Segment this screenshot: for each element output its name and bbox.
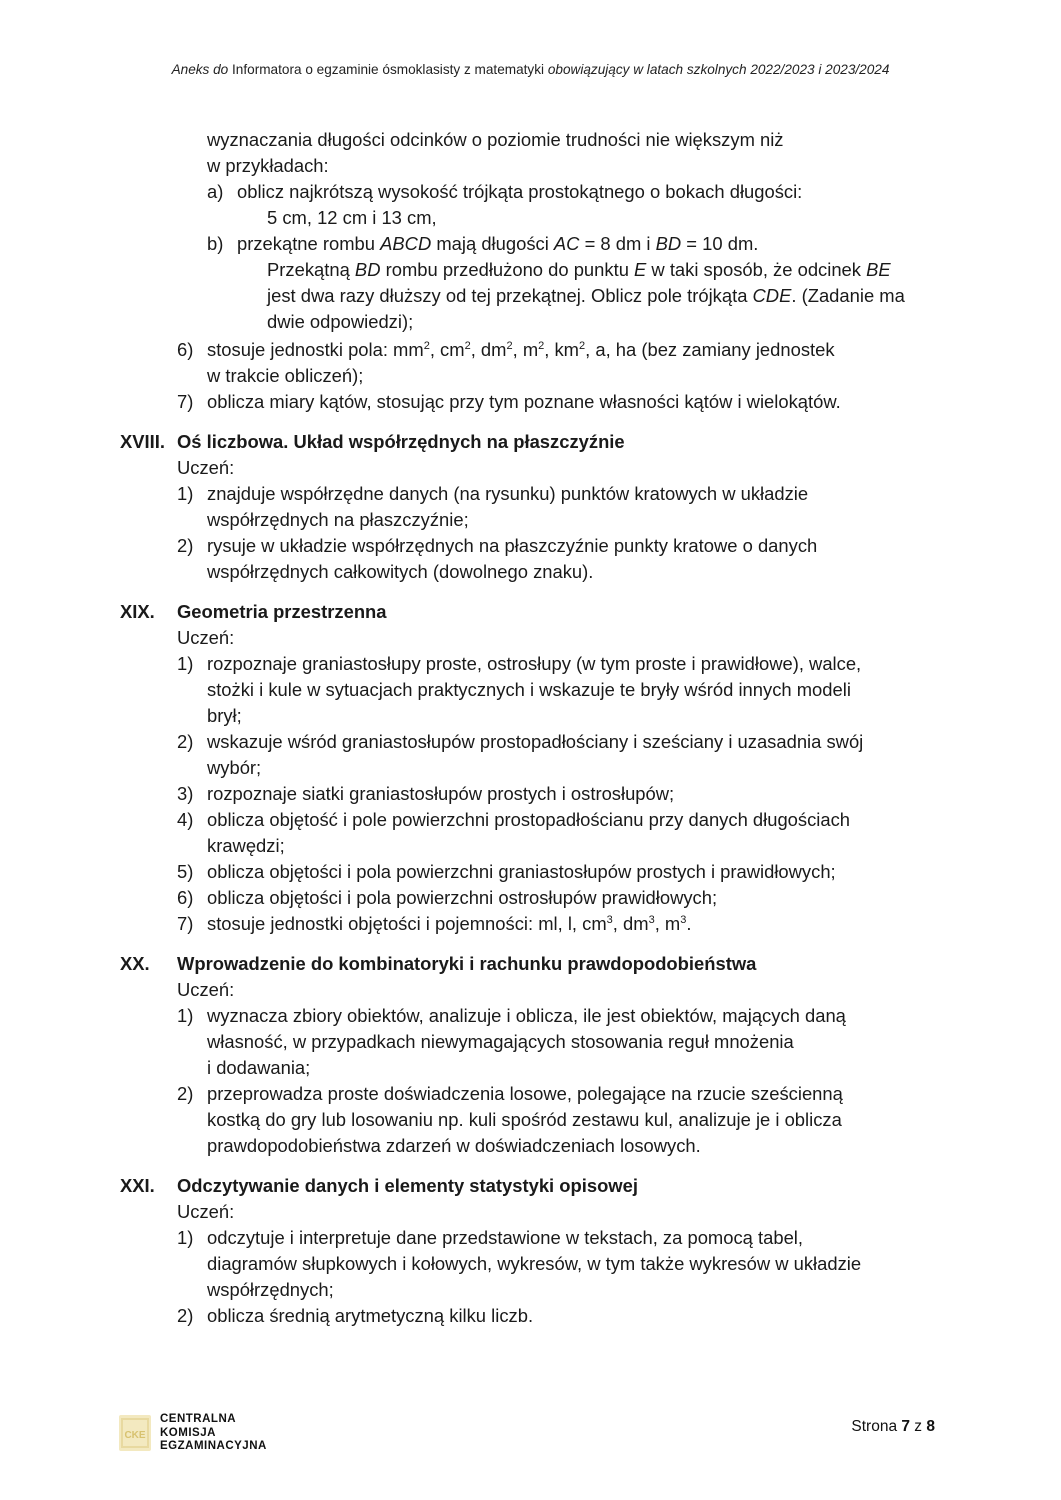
item-line1: rozpoznaje siatki graniastosłupów prostych i ostrosłupów; xyxy=(207,783,675,804)
section-title: Odczytywanie danych i elementy statystyki opisowej xyxy=(177,1175,638,1196)
item-line2: własność, w przypadkach niewymagających stosowania reguł mnożenia xyxy=(207,1031,794,1052)
item-line1: odczytuje i interpretuje dane przedstawione w tekstach, za pomocą tabel, xyxy=(207,1227,803,1248)
item-number: 1) xyxy=(177,483,194,504)
list-item xyxy=(120,651,950,729)
logo-line-1: CENTRALNA xyxy=(160,1413,237,1425)
text-run: w taki sposób, że odcinek xyxy=(646,259,867,280)
text-run: , dm xyxy=(612,913,649,934)
superscript: 3 xyxy=(680,914,687,926)
item-number: 7) xyxy=(177,913,194,934)
list-item xyxy=(120,911,950,937)
cke-logo xyxy=(118,1413,267,1454)
text-run: stosuje jednostki objętości i pojemności: ml, l, cm xyxy=(207,913,607,934)
section-xix xyxy=(120,599,950,937)
item-line1: wyznacza zbiory obiektów, analizuje i oblicza, ile jest obiektów, mających daną xyxy=(207,1005,846,1026)
item-number: 4) xyxy=(177,809,194,830)
math-var: ABCD xyxy=(380,233,432,254)
section-intro: Uczeń: xyxy=(177,1201,235,1222)
item-line1: znajduje współrzędne danych (na rysunku) punktów kratowych w układzie xyxy=(207,483,809,504)
text-run: , km xyxy=(544,339,579,360)
superscript: 2 xyxy=(506,340,513,352)
list-item xyxy=(120,729,950,781)
example-a-line2: 5 cm, 12 cm i 13 cm, xyxy=(267,207,437,228)
item-number: 5) xyxy=(177,861,194,882)
text-run: jest dwa razy dłuższy od tej przekątnej. Oblicz pole trójkąta xyxy=(267,285,753,306)
item-number: 1) xyxy=(177,653,194,674)
example-b-line4: dwie odpowiedzi); xyxy=(267,311,414,332)
list-item xyxy=(120,781,950,807)
list-item xyxy=(120,807,950,859)
math-var: BE xyxy=(866,259,891,280)
header-part3: obowiązujący w latach szkolnych 2022/2023 i 2023/2024 xyxy=(544,62,890,77)
text-run: mają długości xyxy=(431,233,554,254)
logo-line-3: EGZAMINACYJNA xyxy=(160,1440,267,1452)
page-total: 8 xyxy=(926,1418,935,1435)
item-number: 1) xyxy=(177,1005,194,1026)
item-line3: i dodawania; xyxy=(207,1057,311,1078)
logo-mark-letters: CKE xyxy=(124,1430,146,1442)
math-var: BD xyxy=(655,233,682,254)
section-intro: Uczeń: xyxy=(177,457,235,478)
item-line2: diagramów słupkowych i kołowych, wykresów, w tym także wykresów w układzie xyxy=(207,1253,862,1274)
example-a-label: a) xyxy=(207,181,224,202)
item-line2: stożki i kule w sytuacjach praktycznych i wskazuje te bryły wśród innych modeli xyxy=(207,679,851,700)
example-a-line1: oblicz najkrótszą wysokość trójkąta prostokątnego o bokach długości: xyxy=(237,181,803,202)
text-run: stosuje jednostki pola: mm xyxy=(207,339,424,360)
page-number xyxy=(851,1418,935,1436)
item-line3: brył; xyxy=(207,705,242,726)
page-prefix: Strona xyxy=(851,1418,902,1435)
superscript: 2 xyxy=(579,340,586,352)
text-run: , m xyxy=(512,339,539,360)
item-line1: oblicza objętości i pola powierzchni ostrosłupów prawidłowych; xyxy=(207,887,718,908)
item-line1: rysuje w układzie współrzędnych na płaszczyźnie punkty kratowe o danych xyxy=(207,535,818,556)
text-run: . (Zadanie ma xyxy=(791,285,905,306)
item-line1: oblicza średnią arytmetyczną kilku liczb. xyxy=(207,1305,534,1326)
item-line3: prawdopodobieństwa zdarzeń w doświadczeniach losowych. xyxy=(207,1135,701,1156)
list-item xyxy=(120,1303,950,1329)
superscript: 2 xyxy=(423,340,430,352)
cke-logo-icon xyxy=(118,1414,152,1452)
item-number: 2) xyxy=(177,535,194,556)
list-item xyxy=(120,533,950,585)
item-line1: oblicza miary kątów, stosując przy tym poznane własności kątów i wielokątów. xyxy=(207,391,841,412)
page-sep: z xyxy=(910,1418,927,1435)
section-title: Geometria przestrzenna xyxy=(177,601,387,622)
example-b-line1 xyxy=(237,231,950,257)
page-current: 7 xyxy=(901,1418,910,1435)
section-intro: Uczeń: xyxy=(177,979,235,1000)
math-var: CDE xyxy=(752,285,792,306)
item-line3: współrzędnych; xyxy=(207,1279,334,1300)
list-item-7 xyxy=(120,389,950,415)
section-number: XVIII. xyxy=(120,431,165,452)
item-number: 3) xyxy=(177,783,194,804)
list-item xyxy=(120,481,950,533)
logo-wordmark xyxy=(160,1413,267,1454)
list-item xyxy=(120,1003,950,1081)
intro-line-2: w przykładach: xyxy=(207,155,329,176)
superscript: 2 xyxy=(538,340,545,352)
text-run: . xyxy=(686,913,692,934)
item-number: 2) xyxy=(177,1083,194,1104)
text-run: , a, ha (bez zamiany jednostek xyxy=(585,339,835,360)
item-line1: oblicza objętości i pola powierzchni graniastosłupów prostych i prawidłowych; xyxy=(207,861,836,882)
list-item xyxy=(120,859,950,885)
text-run: przekątne rombu xyxy=(237,233,381,254)
item-number: 1) xyxy=(177,1227,194,1248)
text-run: , cm xyxy=(429,339,465,360)
document-body xyxy=(120,127,950,1329)
list-item xyxy=(120,1225,950,1303)
intro-line-1: wyznaczania długości odcinków o poziomie trudności nie większym niż xyxy=(207,129,784,150)
example-a xyxy=(120,179,950,231)
item-line1: przeprowadza proste doświadczenia losowe, polegające na rzucie sześcienną xyxy=(207,1083,843,1104)
example-b-line2 xyxy=(237,257,950,283)
list-item-6 xyxy=(120,337,950,389)
item-line2: współrzędnych całkowitych (dowolnego znaku). xyxy=(207,561,594,582)
item-line2: kostką do gry lub losowaniu np. kuli spośród zestawu kul, analizuje je i oblicza xyxy=(207,1109,842,1130)
section-number: XX. xyxy=(120,953,150,974)
text-run: , dm xyxy=(470,339,507,360)
list-item xyxy=(120,1081,950,1159)
item-line1: rozpoznaje graniastosłupy proste, ostrosłupy (w tym proste i prawidłowe), walce, xyxy=(207,653,862,674)
section-number: XXI. xyxy=(120,1175,155,1196)
list-item xyxy=(120,885,950,911)
section-xxi xyxy=(120,1173,950,1329)
item-line1 xyxy=(207,337,950,363)
header-part1: Aneks do xyxy=(171,62,233,77)
item-line2: krawędzi; xyxy=(207,835,285,856)
item-number: 6) xyxy=(177,339,194,360)
superscript: 2 xyxy=(464,340,471,352)
running-header xyxy=(0,62,1061,77)
section-title: Wprowadzenie do kombinatoryki i rachunku prawdopodobieństwa xyxy=(177,953,757,974)
example-b-label: b) xyxy=(207,233,224,254)
superscript: 3 xyxy=(648,914,655,926)
section-xx xyxy=(120,951,950,1159)
section-intro: Uczeń: xyxy=(177,627,235,648)
section-number: XIX. xyxy=(120,601,155,622)
item-line2: wybór; xyxy=(207,757,262,778)
example-b xyxy=(120,231,950,335)
item-line1: wskazuje wśród graniastosłupów prostopadłościany i sześciany i uzasadnia swój xyxy=(207,731,864,752)
item-number: 2) xyxy=(177,731,194,752)
example-b-line3 xyxy=(237,283,950,309)
item-number: 2) xyxy=(177,1305,194,1326)
text-run: = 8 dm i xyxy=(579,233,656,254)
item-line1 xyxy=(207,911,950,937)
item-number: 6) xyxy=(177,887,194,908)
superscript: 3 xyxy=(606,914,613,926)
item-line2: współrzędnych na płaszczyźnie; xyxy=(207,509,469,530)
header-title: Informatora o egzaminie ósmoklasisty z matematyki xyxy=(232,62,545,77)
item-line1: oblicza objętość i pole powierzchni prostopadłościanu przy danych długościach xyxy=(207,809,851,830)
text-run: , m xyxy=(654,913,681,934)
logo-line-2: KOMISJA xyxy=(160,1426,216,1439)
math-var: BD xyxy=(354,259,381,280)
math-var: AC xyxy=(553,233,580,254)
item-number: 7) xyxy=(177,391,194,412)
item-line2: w trakcie obliczeń); xyxy=(207,365,364,386)
text-run: Przekątną xyxy=(267,259,355,280)
math-var: E xyxy=(634,259,647,280)
section-title: Oś liczbowa. Układ współrzędnych na płaszczyźnie xyxy=(177,431,625,452)
section-xviii xyxy=(120,429,950,585)
text-run: rombu przedłużono do punktu xyxy=(380,259,635,280)
text-run: = 10 dm. xyxy=(681,233,759,254)
